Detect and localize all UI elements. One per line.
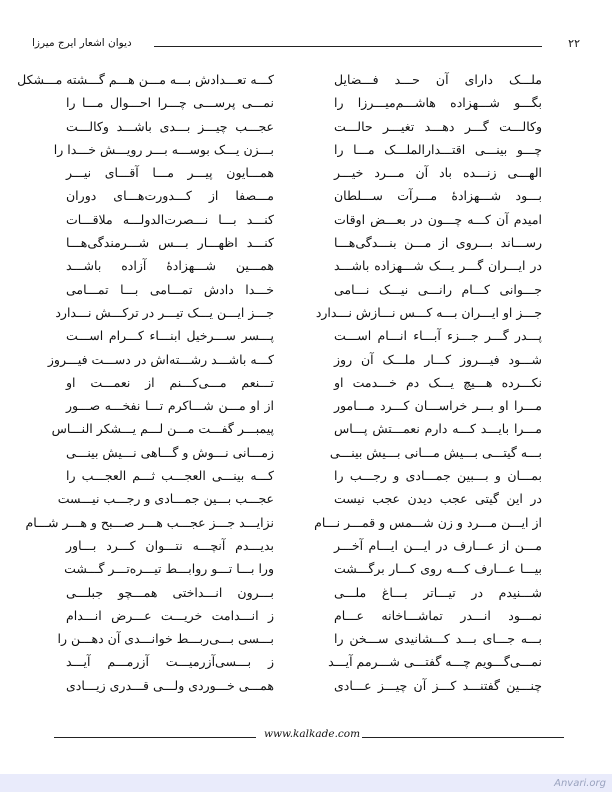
verse-right: از ایـــن مـــرد و زن شـــمس و قمـــر نـــام	[314, 514, 542, 530]
verse-right: وکالـــت گـــر دهـــد تغیـــر حالـــت	[334, 118, 542, 134]
verse-left: بـــسی بـــی‌ربـــط خوانـــدی آن دهـــن را	[57, 631, 274, 647]
verse-right: رســـاند بـــروی از مـــن بنـــدگی‌هـــا	[334, 235, 542, 251]
verse-right: بـــه گیتـــی بـــیش مـــانی بـــیش بینـــی	[329, 444, 542, 460]
verse-left: جـــز ایـــن یـــک تیـــر در ترکـــش نـــدارد	[55, 304, 274, 320]
verse-left: پیمبـــر گفـــت مـــن لـــم یـــشکر النـــاس	[51, 421, 274, 437]
verse-left: همـــایون پیـــر مـــا آقـــای نیـــر	[66, 165, 274, 181]
verse-left: ورا بـــا تـــو روابـــط تیـــره‌تـــر گـــشت	[64, 561, 274, 577]
verse-left: بـــزن یـــک بوســـه بـــر رویـــش خـــدا را	[53, 141, 274, 157]
footer-rule-left	[54, 737, 256, 738]
verse-left: از او مـــن شـــاکرم تـــا نفخـــه صـــور	[66, 398, 274, 414]
verse-left: همـــین شـــهزادهٔ آزاده باشـــد	[66, 258, 274, 274]
verse-left: زمـــانی نـــوش و گـــاهی نـــیش بینـــی	[66, 444, 274, 460]
footer-url-link[interactable]: www.kalkade.com	[264, 728, 361, 740]
verse-left: نمـــی پرســـی چـــرا احـــوال مـــا را	[66, 95, 274, 111]
verse-right: بمـــان و بـــبین جمـــادی و رجـــب را	[334, 468, 542, 484]
verse-left: عجـــب چیـــز بـــدی باشـــد وکالـــت	[66, 118, 274, 134]
verse-right: شـــود فیـــروز کـــار ملـــک آن روز	[334, 351, 542, 367]
verse-left: همـــی خـــوردی ولـــی قـــدری زیـــادی	[66, 677, 274, 693]
verse-left: کنـــد اظهـــار بـــس شـــرمندگی‌هـــا	[66, 235, 274, 251]
page-header	[32, 37, 580, 55]
verse-left: تـــنعم مـــی‌کـــنم از نعمـــت او	[66, 374, 274, 390]
verse-left: خـــدا دادش تمـــامی بـــا تمـــامی	[66, 281, 274, 297]
watermark: Anvari.org	[554, 778, 606, 789]
verse-left: نزایـــد جـــز عجـــب هـــر صـــبح و هـــر شـــام	[25, 514, 274, 530]
verse-left: بدیـــدم آنچـــه نتـــوان کـــرد بـــاور	[66, 537, 274, 553]
verse-right: پـــدر گـــر جـــزء آبـــاء انـــام اســـت	[334, 328, 542, 344]
verse-left: مـــصفا از کـــدورت‌هـــای دوران	[66, 188, 274, 204]
verse-right: شـــنیدم در تیـــاتر بـــاغ ملـــی	[334, 584, 542, 600]
verse-left: کنـــد بـــا نـــصرت‌الدولـــه ملاقـــات	[66, 211, 274, 227]
verse-left: بـــرون انـــداختی همـــچو ‌جبلـــی	[66, 584, 274, 600]
verse-right: جـــوانی کـــام رانـــی نیـــک نـــامی	[334, 281, 542, 297]
verse-right: بـــود شـــهزادهٔ مـــرآت ســـلطان	[334, 188, 542, 204]
bottom-band	[0, 774, 612, 792]
running-title: دیوان اشعار ایرج میرزا	[32, 37, 132, 49]
verse-right: نمـــود انـــدر تماشـــاخانه عـــام	[334, 607, 542, 623]
verse-left: ز انـــدامت خریـــت عـــرض انـــدام	[66, 607, 274, 623]
verse-right: چنـــین گفتنـــد کـــز آن چیـــز عـــادی	[334, 677, 542, 693]
verse-right: مـــن از عـــارف در ایـــن ایـــام آخـــر	[334, 537, 542, 553]
verse-right: در این گیتی عجب دیدن عجب نیست	[334, 491, 542, 507]
verse-right: چـــو بینـــی اقتـــدارالملـــک مـــا را	[334, 141, 542, 157]
verse-left: پـــسر ســـرخیل ابنـــاء کـــرام اســـت	[66, 328, 274, 344]
verse-right: بـــه جـــای بـــد کـــشانیدی ســـخن را	[334, 631, 542, 647]
page-number: ۲۲	[568, 37, 580, 50]
poem-column-left	[17, 68, 274, 697]
verse-right: الهـــی زنـــده باد آن مـــرد خیـــر	[334, 165, 542, 181]
verse-right: مـــرا بایـــد کـــه دارم نعمـــتش پـــاس	[334, 421, 542, 437]
verse-left: کـــه تعـــدادش بـــه مـــن هـــم گـــشته مـــشکل	[17, 72, 274, 87]
poem-column-right	[314, 68, 542, 697]
verse-right: نمـــی‌گـــویم چـــه گفتـــی شـــرمم آیـــد	[328, 654, 542, 670]
verse-right: نکـــرده هـــیچ یـــک دم خـــدمت او	[334, 374, 542, 390]
verse-left: کـــه بینـــی العجـــب ثـــم العجـــب را	[66, 468, 274, 484]
verse-right: ملـــک دارای آن حـــد فـــضایل	[334, 72, 542, 87]
verse-right: بگـــو شـــهزاده هاشـــم‌میـــرزا را	[334, 95, 542, 111]
verse-left: کـــه باشـــد رشـــته‌اش در دســـت فیـــروز	[47, 351, 274, 367]
verse-right: در ایـــران گـــر یـــک شـــهزاده باشـــد	[334, 258, 542, 274]
verse-left: عجـــب بـــین جمـــادی و رجـــب نیـــست	[57, 491, 274, 507]
header-rule	[154, 46, 542, 47]
verse-right: جـــز او ایـــران بـــه کـــس نـــازش نـــدارد	[315, 304, 542, 320]
page-footer	[54, 728, 564, 744]
footer-rule-right	[362, 737, 564, 738]
verse-right: بیـــا عـــارف کـــه روی کـــار برگـــشت	[334, 561, 542, 577]
verse-right: امیدم آن کـــه چـــون در بعـــض اوقات	[334, 211, 542, 227]
verse-left: ز بـــسی‌آزرمیـــت آزرمـــم آیـــد	[66, 654, 274, 670]
verse-right: مـــرا او بـــر خراســـان کـــرد مـــامور	[334, 398, 542, 414]
